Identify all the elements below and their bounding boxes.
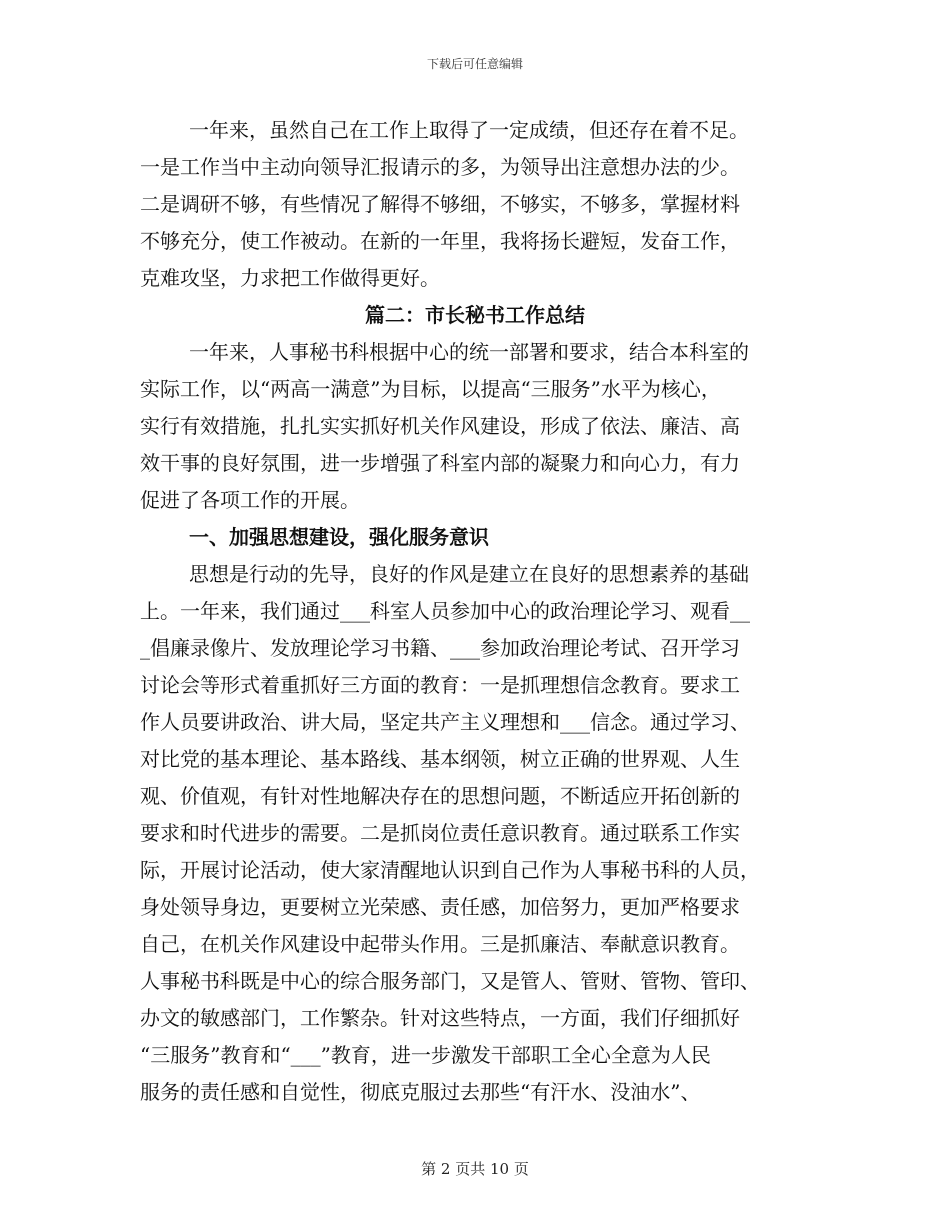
page-header: 下载后可任意编辑 [426,57,523,71]
paragraph-line: 思想是行动的先导，良好的作风是建立在良好的思想素养的基础 [189,562,749,586]
subsection-heading: 一、加强思想建设，强化服务意识 [189,525,489,549]
paragraph-line: 人事秘书科既是中心的综合服务部门，又是管人、管财、管物、管印、 [140,969,760,993]
paragraph-line: 二是调研不够，有些情况了解得不够细，不够实，不够多，掌握材料 [140,192,740,216]
paragraph-line: 自己，在机关作风建设中起带头作用。三是抓廉洁、奉献意识教育。 [140,932,740,956]
paragraph-line: “三服务”教育和“___”教育，进一步激发干部职工全心全意为人民 [140,1043,711,1067]
paragraph-line: _倡廉录像片、发放理论学习书籍、___参加政治理论考试、召开学习 [140,636,740,660]
paragraph-line: 效干事的良好氛围，进一步增强了科室内部的凝聚力和向心力，有力 [140,451,740,475]
paragraph-line: 作人员要讲政治、讲大局，坚定共产主义理想和___信念。通过学习、 [140,710,750,734]
paragraph-line: 服务的责任感和自觉性，彻底克服过去那些“有汗水、没油水”、 [140,1080,701,1104]
page-footer: 第 2 页共 10 页 [421,1160,529,1178]
paragraph-line: 要求和时代进步的需要。二是抓岗位责任意识教育。通过联系工作实 [140,821,740,845]
paragraph-line: 观、价值观，有针对性地解决存在的思想问题，不断适应开拓创新的 [140,784,740,808]
paragraph-line: 讨论会等形式着重抓好三方面的教育：一是抓理想信念教育。要求工 [140,673,740,697]
paragraph-line: 一年来，虽然自己在工作上取得了一定成绩，但还存在着不足。 [189,118,749,142]
paragraph-line: 际，开展讨论活动，使大家清醒地认识到自己作为人事秘书科的人员， [140,858,760,882]
paragraph-line: 实行有效措施，扎扎实实抓好机关作风建设，形成了依法、廉洁、高 [140,414,740,438]
paragraph-line: 不够充分，使工作被动。在新的一年里，我将扬长避短，发奋工作， [140,229,740,253]
paragraph-line: 克难攻坚，力求把工作做得更好。 [140,266,440,290]
paragraph-line: 办文的敏感部门，工作繁杂。针对这些特点，一方面，我们仔细抓好 [140,1006,740,1030]
paragraph-line: 一是工作当中主动向领导汇报请示的多，为领导出注意想办法的少。 [140,155,740,179]
paragraph-line: 一年来，人事秘书科根据中心的统一部署和要求，结合本科室的 [189,340,749,364]
paragraph-line: 身处领导身边，更要树立光荣感、责任感，加倍努力，更加严格要求 [140,895,740,919]
paragraph-line: 上。一年来，我们通过___科室人员参加中心的政治理论学习、观看__ [140,599,750,623]
paragraph-line: 对比党的基本理论、基本路线、基本纲领，树立正确的世界观、人生 [140,747,740,771]
paragraph-line: 实际工作，以“两高一满意”为目标，以提高“三服务”水平为核心， [140,377,721,401]
paragraph-line: 促进了各项工作的开展。 [140,488,360,512]
section-title: 篇二：市长秘书工作总结 [365,303,585,327]
